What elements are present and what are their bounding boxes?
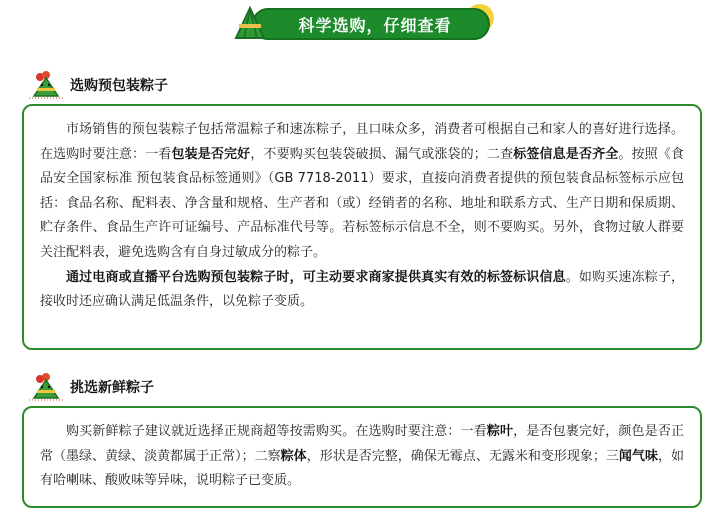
section-heading-fresh [28,372,154,402]
banner-title: 科学选购，仔细查看 [298,16,452,35]
section-title: 挑选新鲜粽子 [70,380,154,396]
paragraph [40,118,684,266]
emphasis-text: 包装是否完好 [171,146,251,162]
section-title: 选购预包装粽子 [70,78,168,94]
body-text: ，不要购买包装袋破损、漏气或涨袋的；二查 [250,146,514,162]
body-text: 。按照《食品安全国家标准 预包装食品标签通则》（GB 7718-2011）要求，直接向消费者提供的预包装食品标签标示应包括：食品名称、配料表、净含量和规格、生产者和（或）经销者的名称、地址和联系方式、生产日期和保质期、贮存条件、食品生产许可证编号、产品标准代号等。若标签标示信息不全，则不要购买。另外，食物过敏人群要关注配料表，避免选购含有自身过敏成分的粽子。 [40,146,684,260]
emphasis-text: 标签信息是否齐全 [513,146,619,162]
section-heading-packaged [28,70,168,100]
paragraph [40,266,684,315]
body-text: 市场销售的预包装粽子包括常温粽子和速冻粽子，且口味众多，消费者可根据自己和家人的喜好进行选择。在选购时要注意：一看 [40,122,684,162]
packaged-zongzi-box [22,104,702,350]
zongzi-icon [28,372,64,402]
zongzi-icon [28,70,64,100]
paragraph [40,420,684,494]
body-text: ，形状是否完整，确保无霉点、无露米和变形现象；三 [306,448,619,464]
fresh-zongzi-box [22,406,702,508]
emphasis-text: 闻气味 [618,448,658,464]
emphasis-text: 粽体 [280,448,307,464]
emphasis-text: 通过电商或直播平台选购预包装粽子时，可主动要求商家提供真实有效的标签标识信息 [66,269,566,285]
body-text: ，如有哈喇味、酸败味等异味，说明粽子已变质。 [40,448,684,489]
body-text: 购买新鲜粽子建议就近选择正规商超等按需购买。在选购时要注意：一看 [66,424,487,439]
body-text: 。如购买速冻粽子，接收时还应确认满足低温条件，以免粽子变质。 [40,269,684,310]
emphasis-text: 粽叶 [486,424,514,439]
title-banner [230,2,498,46]
zongzi-leaf-icon [230,4,270,44]
body-text: ，是否包裹完好，颜色是否正常（墨绿、黄绿、淡黄都属于正常）；二察 [40,424,684,464]
